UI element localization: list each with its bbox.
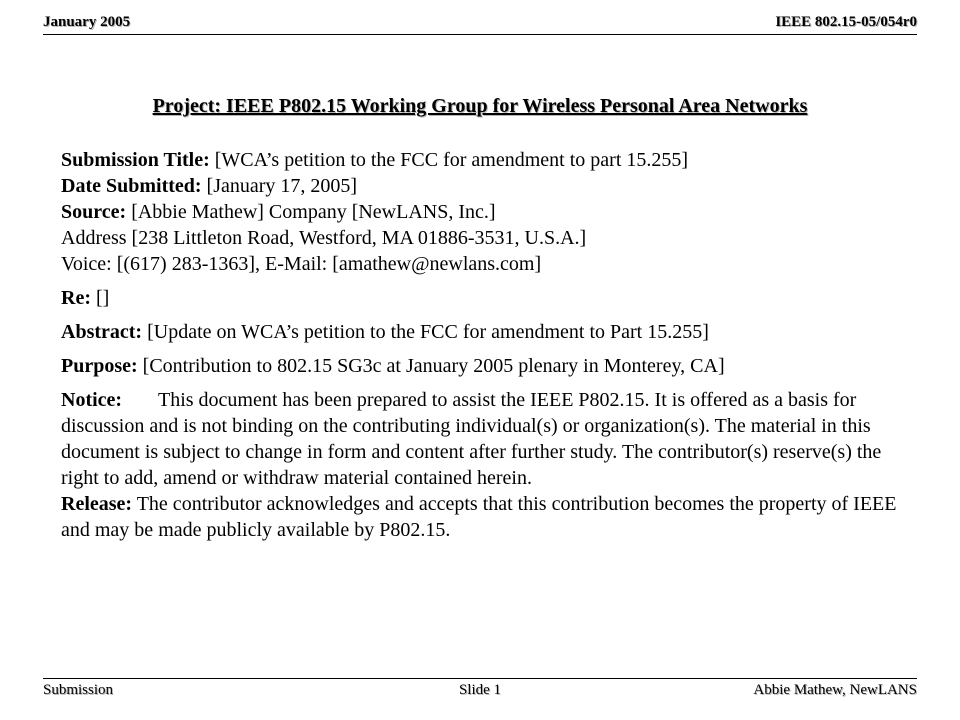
footer-submission: Submission (43, 682, 114, 698)
source-label: Source: (61, 201, 127, 223)
voice-line: Voice: [(617) 283-1363], E-Mail: [amathew@newlans.com] (61, 253, 542, 275)
footer-author: Abbie Mathew, NewLANS (753, 682, 917, 698)
spacer (61, 379, 921, 387)
project-title: Project: IEEE P802.15 Working Group for Wireless Personal Area Networks (152, 95, 808, 117)
abstract-line (61, 319, 921, 345)
source-value: [Abbie Mathew] Company [NewLANS, Inc.] (126, 201, 496, 223)
abstract-value: [Update on WCA’s petition to the FCC for amendment to Part 15.255] (142, 321, 709, 343)
header-date: January 2005 (43, 14, 131, 30)
spacer (61, 345, 921, 353)
header-doc-id: IEEE 802.15-05/054r0 (775, 14, 917, 30)
purpose-value: [Contribution to 802.15 SG3c at January 2005 plenary in Monterey, CA] (137, 355, 725, 377)
notice-label: Notice: (61, 389, 123, 411)
footer-divider (43, 678, 917, 679)
release-label: Release: (61, 493, 133, 515)
address-line: Address [238 Littleton Road, Westford, MA 01886-3531, U.S.A.] (61, 227, 587, 249)
date-submitted-line (61, 173, 921, 199)
spacer (61, 277, 921, 285)
submission-cover-body (61, 147, 921, 543)
submission-title-label: Submission Title: (61, 149, 210, 171)
header-divider (43, 34, 917, 35)
re-line (61, 285, 921, 311)
re-label: Re: (61, 287, 91, 309)
submission-title-line (61, 147, 921, 173)
notice-paragraph (61, 387, 921, 491)
date-submitted-value: [January 17, 2005] (201, 175, 358, 197)
release-paragraph (61, 491, 921, 543)
abstract-label: Abstract: (61, 321, 143, 343)
submission-title-value: [WCA’s petition to the FCC for amendment to part 15.255] (209, 149, 689, 171)
footer-slide-number: Slide 1 (458, 682, 502, 698)
re-value: [] (90, 287, 110, 309)
purpose-label: Purpose: (61, 355, 138, 377)
release-text: The contributor acknowledges and accepts that this contribution becomes the property of IEEE and may be made publicly available by P802.15. (61, 493, 897, 541)
notice-text: This document has been prepared to assist the IEEE P802.15. It is offered as a basis for discussion and is not binding on the contributing individual(s) or organization(s). The material in this document is subject to change in form and content after further study. The contributor(s) reserve(s) the right to add, amend or withdraw material contained herein. (61, 389, 882, 489)
source-line (61, 199, 921, 225)
purpose-line (61, 353, 921, 379)
spacer (61, 311, 921, 319)
date-submitted-label: Date Submitted: (61, 175, 202, 197)
